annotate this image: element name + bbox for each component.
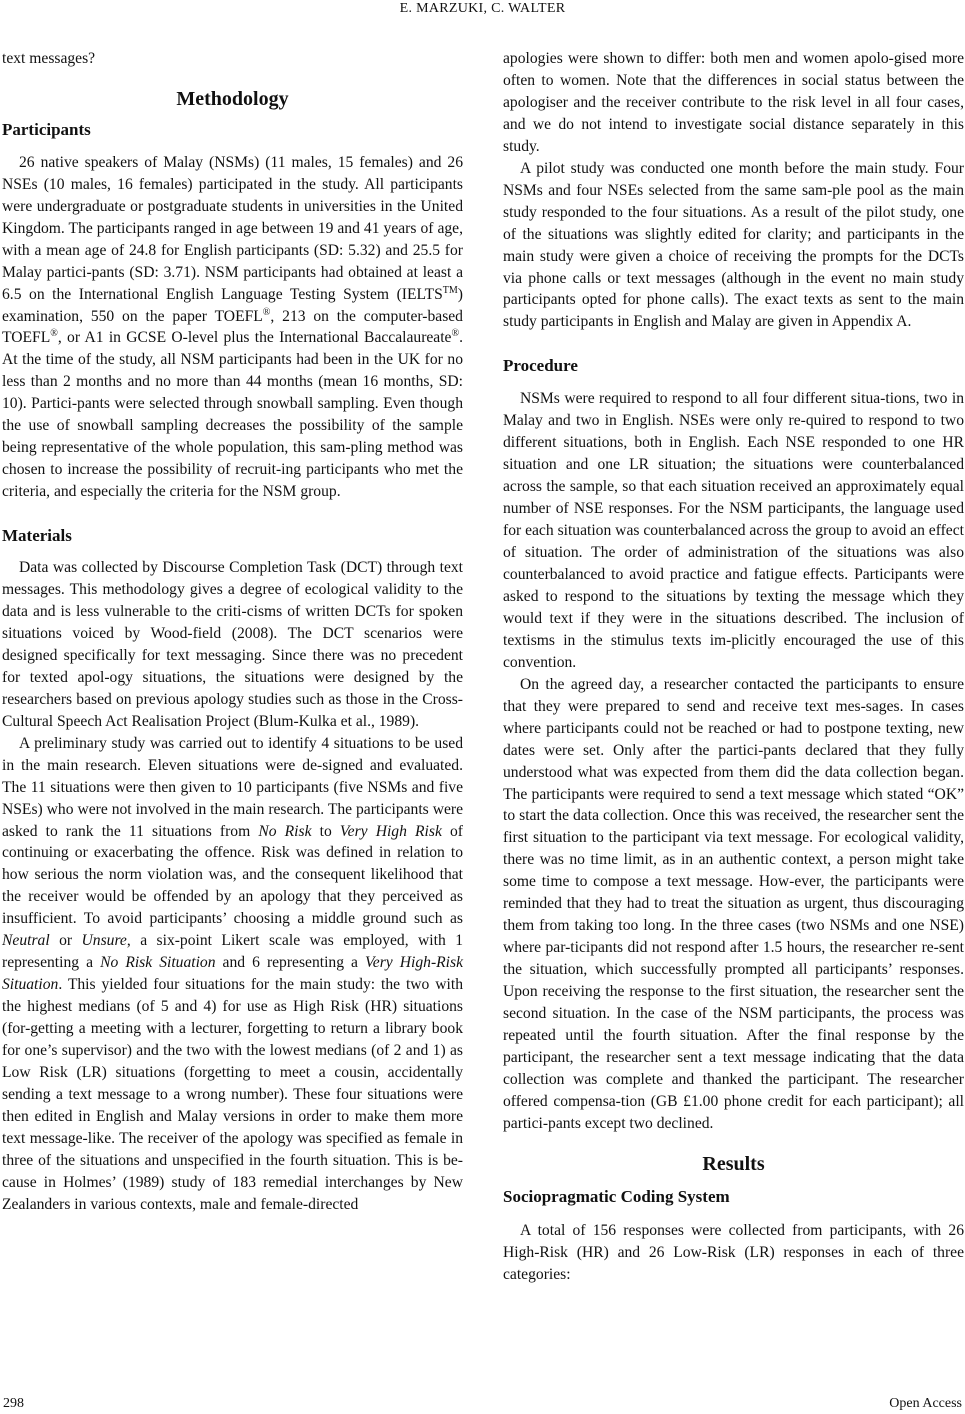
heading-sociopragmatic-coding: Sociopragmatic Coding System	[503, 1186, 730, 1206]
paragraph-procedure: NSMs were required to respond to all four different situa-tions, two in Malay and two in English. NSEs were only re-quired to respond to two different situations, both in English. Each NSE responded to one HR situation and one LR situation; the situations were counterbalanced across the sample, so that each situation received an approximately equal number of NSE responses. For the NSM participants, the language used for each situation was counterbalanced across the group to avoid an effect of situation. The order of administration of the situations was also counterbalanced to avoid practice and fatigue effects. Participants were asked to respond to the situations by texting the message which they would text if they were in the situations described. The inclusion of textisms in the stimulus texts im-plicitly encouraged the use of this convention.	[503, 390, 964, 671]
heading-materials: Materials	[2, 526, 72, 546]
page-number: 298	[3, 1396, 24, 1411]
heading-results: Results	[702, 1152, 765, 1175]
paragraph-apologies: apologies were shown to differ: both men and women apolo-gised more often to women. Note that the differences in social status between the apologiser and the receiver contribute to the risk level in all four cases, and we do not intend to investigate social distance separately in this study.	[503, 50, 964, 155]
paragraph-preliminary-study: A preliminary study was carried out to identify 4 situations to be used in the main research. Eleven situations were de-signed and evaluated. The 11 situations were then given to 10 participants (five NSMs and five NSEs) who were not involved in the main research. The participants were asked to rank the 11 situations from No Risk to Very High Risk of continuing or exacerbating the offence. Risk was defined in relation to how serious the norm violation was, and the consequent likelihood that the receiver would be offended by an apology that they perceived as insufficient. To avoid participants’ choosing a middle ground such as Neutral or Unsure, a six-point Likert scale was employed, with 1 representing a No Risk Situation and 6 representing a Very High-Risk Situation. This yielded four situations for the main study: the two with the highest medians (of 5 and 4) for use as High Risk (HR) situations (for-getting a meeting with a lecturer, forgetting to return a library book for one’s supervisor) and the two with the lowest medians (of 2 and 1) as Low Risk (LR) situations (forgetting to meet a cousin, accidentally sending a text message to a wrong number). These four situations were then edited in English and Malay versions in order to make them more text message-like. The receiver of the apology was specified as female in three of the situations and unspecified in the fourth situation. This is be-cause in Holmes’ (1989) study of 183 remedial interchanges by New Zealanders in various contexts, male and female-directed	[2, 734, 463, 1213]
running-head: E. MARZUKI, C. WALTER	[399, 1, 566, 16]
paragraph-participants: 26 native speakers of Malay (NSMs) (11 males, 15 females) and 26 NSEs (10 males, 16 females) participated in the study. All participants were undergraduate or postgraduate students in universities in the United Kingdom. The participants ranged in age between 19 and 41 years of age, with a mean age of 24.8 for English participants (SD: 5.32) and 25.5 for Malay partici-pants (SD: 3.71). NSM participants had obtained at least a 6.5 on the International English Language Testing System (IELTS™) examination, 550 on the paper TOEFL®, 213 on the computer-based TOEFL®, or A1 in GCSE O-level plus the International Baccalaureate®. At the time of the study, all NSM participants had been in the UK for no less than 2 months and no more than 44 months (mean 16 months, SD: 10). Partici-pants were selected through snowball sampling. Even though the use of snowball sampling decreases the possibility of the sample being representative of the whole population, this sam-pling method was chosen to increase the possibility of recruit-ing participants who met the criteria, and especially the criteria for the NSM group.	[2, 153, 463, 501]
paragraph-agreed-day: On the agreed day, a researcher contacted the participants to ensure that they were prepared to send and receive text mes-sages. In cases where participants could not be reached or had to postpone texting, new dates were set. Only after the partici-pants declared that they fully understood what was expected from them did the data collection began. The participants were required to send a text message which stated “OK” to start the data collection. Once this was received, the researcher sent the first situation to the participant via text message. For ecological validity, there was no time limit, as in an authentic context, a person might take some time to compose a text message. How-ever, the participants were reminded that they had to treat the situation as urgent, thus discouraging them from taking too long. In the three cases (two NSMs and one NSE) where par-ticipants did not respond after 1.5 hours, the researcher re-sent the situation, which successfully prompted all participants’ responses. Upon receiving the response to the first situation, the researcher sent the second situation. In the case of the NSM participants, the process was repeated until the fourth situation. After the final response by the participant, the researcher sent a text message indicating that the data collection was complete and thanked the participant. The researcher offered compensa-tion (GB £1.00 phone credit for each participant); all partici-pants except two declined.	[503, 675, 964, 1132]
heading-methodology: Methodology	[176, 87, 289, 110]
paragraph-responses: A total of 156 responses were collected from participants, with 26 High-Risk (HR) and 26 Low-Risk (LR) responses in each of three categories:	[503, 1221, 964, 1283]
paragraph-pilot-study: A pilot study was conducted one month before the main study. Four NSMs and four NSEs selected from the same sam-ple pool as the main study responded to the four situations. As a result of the pilot study, one of the situations was slightly edited for clarity; and participants in the main study were given a choice of receiving the prompts for the DCTs via phone calls or text messages (although in the event no main study participants opted for phone calls). The exact texts as sent to the main study participants in English and Malay are given in Appendix A.	[503, 159, 964, 331]
continued-text: text messages?	[2, 50, 96, 67]
heading-procedure: Procedure	[503, 356, 578, 376]
left-column	[2, 48, 463, 1216]
paragraph-materials: Data was collected by Discourse Completion Task (DCT) through text messages. This methodology gives a degree of ecological validity to the data and is less vulnerable to the criti-cisms of written DCTs for spoken situations voiced by Wood-field (2008). The DCT scenarios were designed specifically for text messaging. Since there was no precedent for texted apol-ogy situations, the situations were designed by the researchers based on previous apology studies such as those in the Cross-Cultural Speech Act Realisation Project (Blum-Kulka et al., 1989).	[2, 559, 463, 730]
right-column	[503, 48, 964, 1286]
heading-participants: Participants	[2, 119, 91, 139]
open-access-label: Open Access	[889, 1396, 962, 1411]
